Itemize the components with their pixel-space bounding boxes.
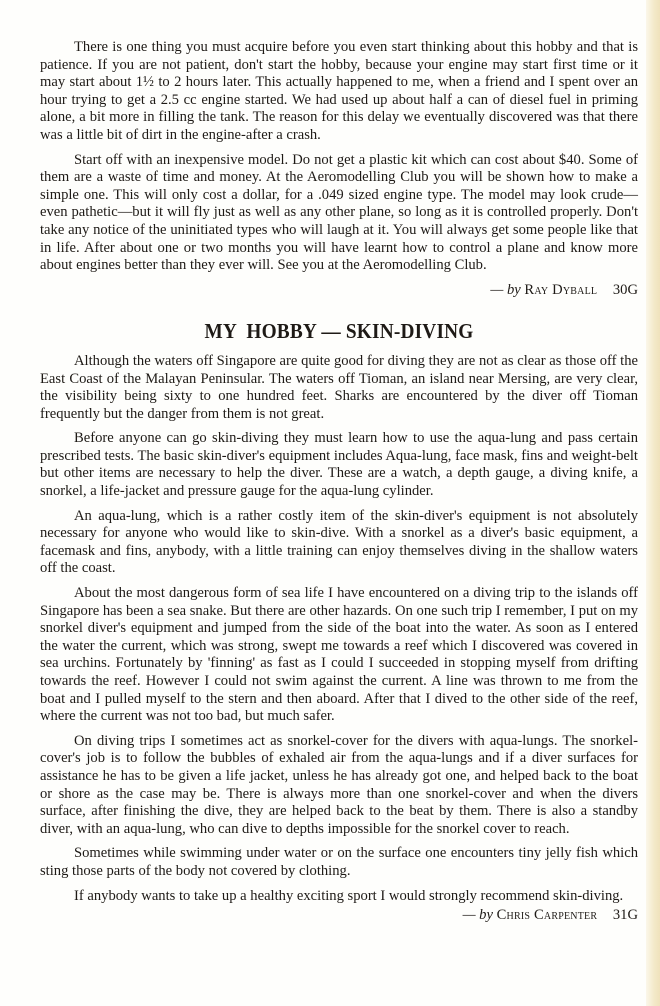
paragraph: If anybody wants to take up a healthy exciting sport I would strongly recommend skin-diving. <box>74 887 624 904</box>
article-skin-diving <box>40 319 638 924</box>
paragraph: An aqua-lung, which is a rather costly item of the skin-diver's equipment is not absolutely necessary for anyone who would like to skin-dive. With a snorkel as a diver's basic equipment, a facemask and fins, anybody, with a little training can enjoy themselves diving in the shallow waters off the coast. <box>40 507 638 577</box>
paragraph: About the most dangerous form of sea life I have encountered on a diving trip to the islands off Singapore has been a sea snake. But there are other hazards. On one such trip I remember, I put on my snorkel diver's equipment and jumped from the side of the boat into the water. As soon as I entered the water the current, which was strong, swept me towards a reef which I discovered was covered in sea urchins. Fortunately by 'finning' as fast as I could I succeeded in stopping myself from drifting towards the reef. However I could not swim against the current. A line was thrown to me from the boat and I pulled myself to the stern and then aboard. After that I dived to the other side of the reef, where the current was not too bad, but much safer. <box>40 585 638 725</box>
byline-author: Chris Carpenter <box>496 907 598 924</box>
byline <box>40 282 638 300</box>
byline-class: 30G <box>612 281 638 298</box>
page-edge-shading <box>646 0 660 1006</box>
document-page <box>40 39 638 925</box>
article-aeromodelling <box>40 39 638 299</box>
paragraph: Before anyone can go skin-diving they must learn how to use the aqua-lung and pass certain prescribed tests. The basic skin-diver's equipment includes Aqua-lung, face mask, fins and weight-belt but other items are necessary to help the diver. These are a watch, a depth gauge, a diving knife, a snorkel, a life-jacket and pressure gauge for the aqua-lung cylinder. <box>40 430 638 500</box>
article-title: MY HOBBY — SKIN-DIVING <box>204 319 474 344</box>
paragraph: Although the waters off Singapore are quite good for diving they are not as clear as those off the East Coast of the Malayan Peninsular. The waters off Tioman, an island near Mersing, are very clear, the visibility being sixty to one hundred feet. Sharks are encountered by the diver off Tioman frequently but the danger from them is not great. <box>40 352 638 422</box>
byline-class: 31G <box>612 907 638 924</box>
paragraph: There is one thing you must acquire before you even start thinking about this hobby and that is patience. If you are not patient, don't start the hobby, because your engine may start first time or it may start about 1½ to 2 hours later. This actually happened to me, when a friend and I spent over an hour trying to get a 2.5 cc engine started. We had used up about half a can of diesel fuel in priming alone, a bit more in filling the tank. The reason for this delay we eventually discovered was that there was a little bit of dirt in the engine-after a crash. <box>40 39 638 143</box>
paragraph: Sometimes while swimming under water or on the surface one encounters tiny jelly fish which sting those parts of the body not covered by clothing. <box>40 845 638 879</box>
paragraph: Start off with an inexpensive model. Do not get a plastic kit which can cost about $40. Some of them are a waste of time and money. At the Aeromodelling Club you will be shown how to make a simple one. This will only cost a dollar, for a .049 sized engine type. The model may look crude—even pathetic—but it will fly just as well as any other plane, so long as it is controlled properly. Don't take any notice of the uninitiated types who will laugh at it. You will always get some people like that in life. After about one or two months you will have learnt how to control a plane and know more about engines better than they ever will. See you at the Aeromodelling Club. <box>40 151 638 274</box>
byline <box>40 907 638 925</box>
byline-prefix: — by <box>490 281 521 298</box>
byline-author: Ray Dyball <box>524 281 598 298</box>
byline-prefix: — by <box>462 907 493 924</box>
paragraph: On diving trips I sometimes act as snorkel-cover for the divers with aqua-lungs. The snorkel-cover's job is to follow the bubbles of exhaled air from the aqua-lungs and if a diver surfaces for assistance he has to be given a life jacket, unless he has already got one, and helped back to the boat or shore as the case may be. There is always more than one snorkel-cover and when the divers surface, after finishing the dive, they are helped back to the beat by them. There is also a standby diver, with an aqua-lung, who can dive to depths impossible for the snorkel cover to reach. <box>40 732 638 837</box>
